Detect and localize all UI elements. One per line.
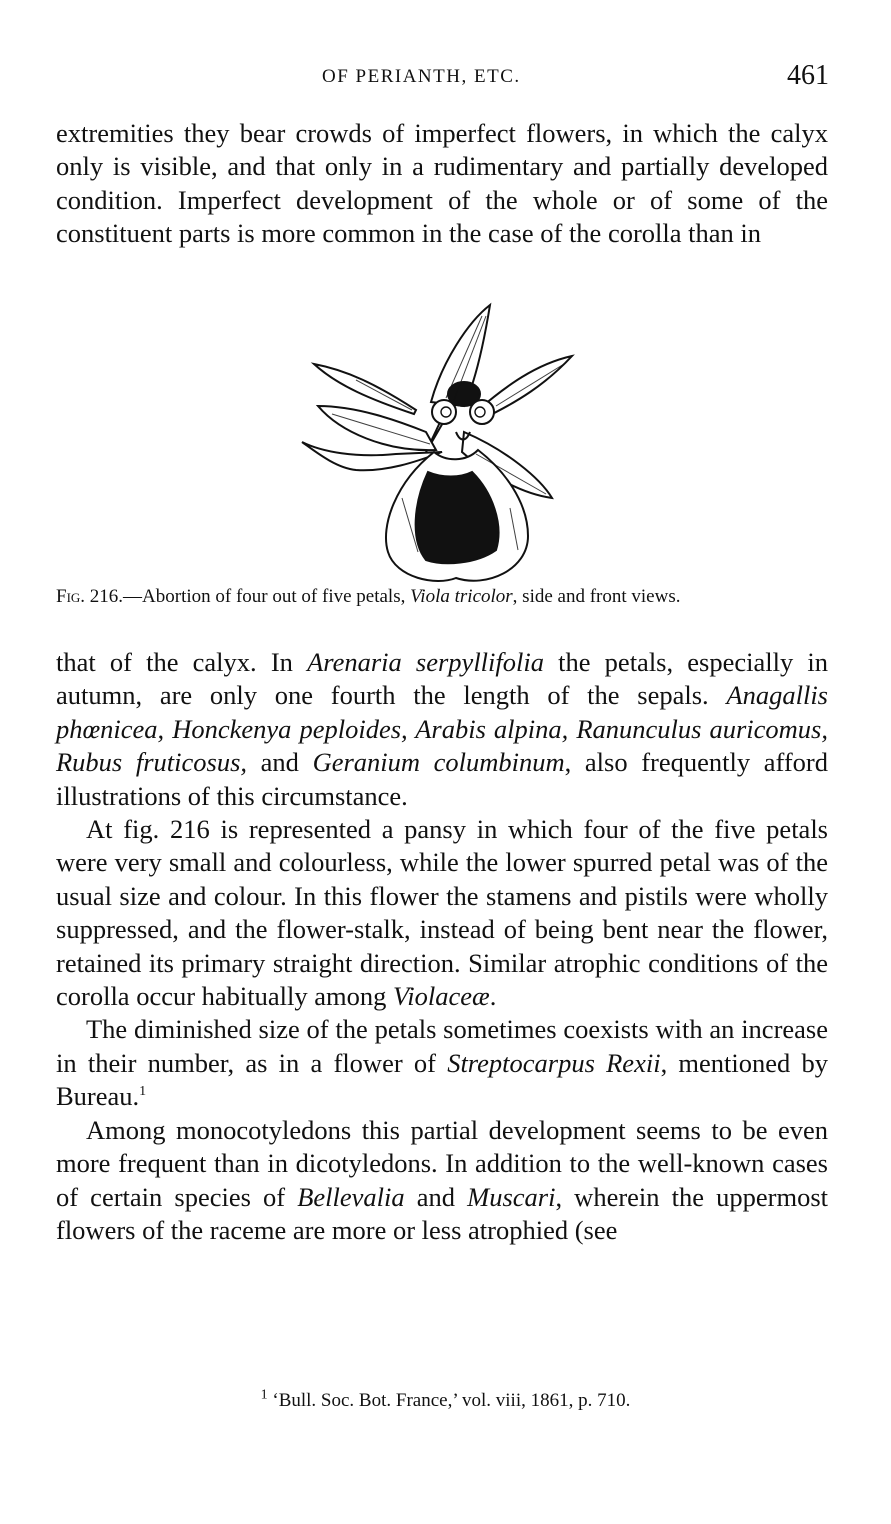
paragraph-3	[56, 813, 828, 1013]
page-number: 461	[787, 60, 829, 91]
page-header	[0, 62, 891, 96]
text-run: and	[404, 1181, 468, 1212]
footnote-reference: 1	[139, 1084, 147, 1100]
species-name: Geranium columbinum	[312, 747, 565, 778]
genus-name: Muscari	[467, 1181, 556, 1212]
text-run: At fig. 216 is represented a pansy in which four of the five petals were very small and colourless, while the lower spurred petal was of the usual size and colour. In this flower the stamens and pistils were wholly suppressed, and the flower-stalk, instead of being bent near the flower, retained its primary straight direction. Similar atrophic conditions of the corolla occur habitually among	[56, 814, 828, 1012]
text-run: , wherein the uppermost flowers of the raceme are more or less atrophied (see	[56, 1181, 828, 1245]
text-run: .	[489, 981, 497, 1012]
family-name: Violaceæ	[393, 981, 490, 1012]
paragraph-4	[56, 1013, 828, 1113]
text-run: and	[247, 747, 313, 778]
paragraph-1: extremities they bear crowds of imperfect flowers, in which the calyx only is visible, and that only in a rudimentary and partially developed condition. Imperfect development of the whole or of some of the constituent parts is more common in the case of the corolla than in	[56, 118, 828, 249]
species-list: Anagallis phœnicea, Honckenya peploides, Arabis alpina, Ranunculus auricomus, Rubus fruticosus,	[56, 680, 828, 778]
genus-name: Bellevalia	[297, 1181, 405, 1212]
paragraph-2	[56, 646, 828, 813]
footnote-text: ‘Bull. Soc. Bot. France,’ vol. viii, 1861, p. 710.	[267, 1390, 631, 1411]
footnote-mark: 1	[260, 1387, 268, 1403]
text-run: The diminished size of the petals sometimes coexists with an increase in their number, as in a flower of	[56, 1014, 828, 1078]
figure-caption	[56, 586, 828, 608]
figure-label: Fig. 216.	[56, 586, 124, 607]
caption-species: Viola tricolor	[410, 586, 513, 607]
species-name: Streptocarpus Rexii	[447, 1047, 661, 1078]
text-run: the petals, especially in autumn, are only one fourth the length of the sepals.	[56, 647, 828, 711]
species-name: Arenaria serpyllifolia	[307, 647, 544, 677]
text-run: that of the calyx. In	[56, 647, 308, 677]
caption-text: —Abortion of four out of five petals,	[123, 586, 411, 607]
footnote	[0, 1387, 891, 1412]
text-run: Among monocotyledons this partial development seems to be even more frequent than in dicotyledons. In addition to the well-known cases of certain species of	[56, 1114, 828, 1212]
main-text	[56, 646, 828, 1247]
caption-text-end: , side and front views.	[512, 586, 681, 607]
text-run: , also frequently afford illustrations of this circumstance.	[56, 747, 829, 811]
pansy-illustration	[296, 302, 586, 587]
text-run: , mentioned by Bureau.	[56, 1047, 829, 1112]
running-head: OF PERIANTH, ETC.	[322, 66, 521, 87]
paragraph-5	[56, 1114, 828, 1248]
